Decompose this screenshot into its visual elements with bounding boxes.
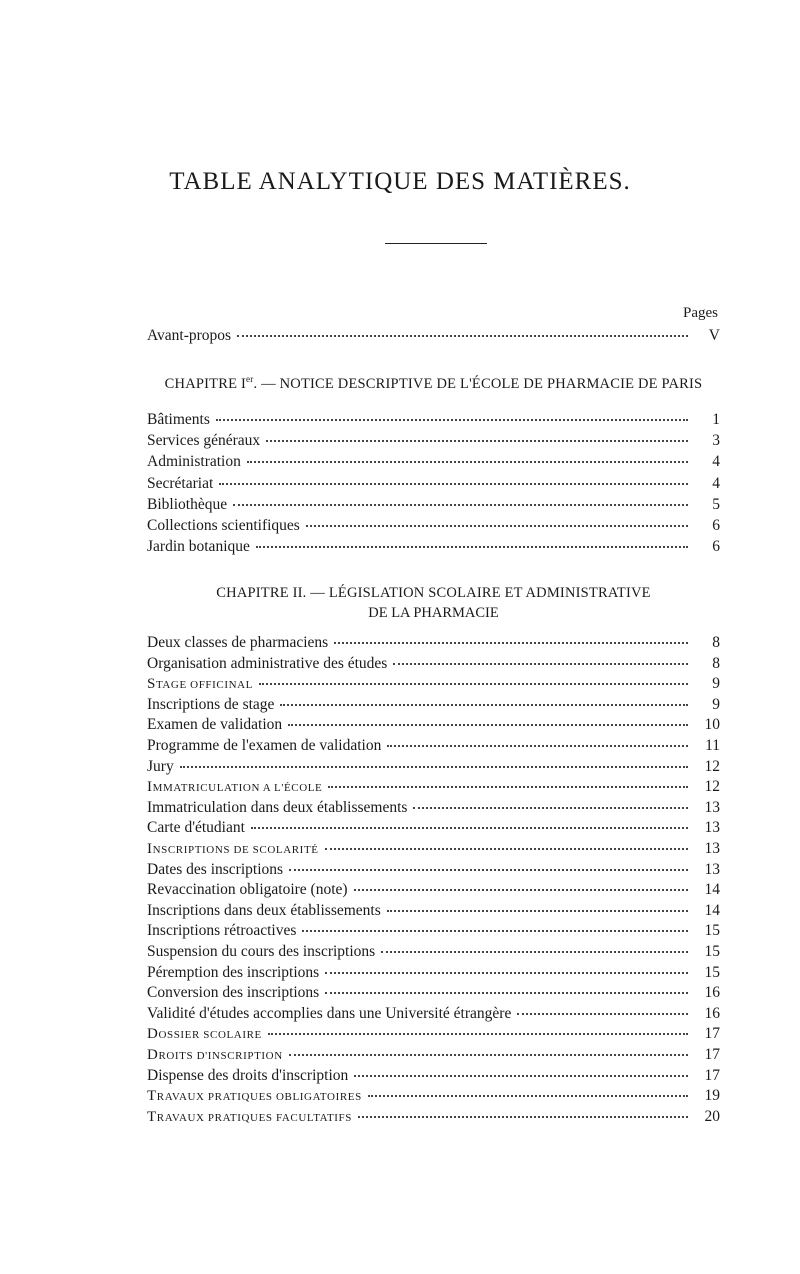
toc-entry-page: 10 [704,716,720,734]
leader-dots [259,683,688,685]
toc-entry-label: Jury [147,757,174,775]
toc-entry-label: TRAVAUX PRATIQUES OBLIGATOIRES [147,1088,362,1105]
toc-entry-page: 4 [712,453,720,471]
toc-entry-page: 8 [712,654,720,672]
leader-dots [247,461,688,463]
chapter-1-title: . — NOTICE DESCRIPTIVE DE L'ÉCOLE DE PHARMACIE DE PARIS [253,375,703,392]
toc-entry-page: 16 [704,984,720,1002]
leader-dots [306,525,688,527]
leader-dots [387,910,688,912]
toc-entry-page: 14 [704,881,720,899]
toc-entry-page: 17 [704,1025,720,1043]
toc-entry [147,1108,720,1129]
toc-entry [147,496,720,517]
toc-entry [147,655,720,676]
toc-entry-page: 6 [712,538,720,556]
toc-entry-label: Organisation administrative des études [147,654,388,672]
toc-entry [147,964,720,985]
toc-entry [147,675,720,696]
leader-dots [354,1075,688,1077]
toc-entry [147,1025,720,1046]
pages-column-label: Pages [683,305,718,321]
leader-dots [251,827,688,829]
toc-entry-label: INSCRIPTIONS DE SCOLARITÉ [147,841,319,857]
toc-entry [147,840,720,861]
toc-entry-label: IMMATRICULATION A L'ÉCOLE [147,779,323,796]
leader-dots [266,440,688,442]
toc-entry-label: Deux classes de pharmaciens [147,634,329,651]
toc-entry-label: Inscriptions dans deux établissements [147,901,381,919]
toc-entry [147,1067,720,1088]
toc-entry-label: Dates des inscriptions [147,860,284,878]
leader-dots [328,786,688,788]
toc-entry-page: 19 [704,1087,720,1105]
toc-entry-label: Administration [147,453,241,471]
toc-entry-label: Inscriptions de stage [147,695,275,713]
toc-entry-label: Services généraux [147,432,261,450]
leader-dots [288,724,688,726]
leader-dots [289,869,688,871]
toc-entry-page: 11 [705,737,720,754]
leader-dots [289,1054,688,1056]
leader-dots [325,972,688,974]
toc-entry-page: 9 [712,675,720,693]
leader-dots [280,704,688,706]
toc-entry-label: Revaccination obligatoire (note) [147,881,348,899]
toc-entry [147,943,720,964]
leader-dots [393,663,688,665]
toc-entry-label: DOSSIER SCOLAIRE [147,1026,262,1043]
page-title: TABLE ANALYTIQUE DES MATIÈRES. [169,168,631,195]
toc-entry-page: V [708,327,720,344]
leader-dots [325,992,688,994]
toc-entry-label: Collections scientifiques [147,517,300,534]
toc-entry-label: Bibliothèque [147,495,228,513]
toc-entry-label: TRAVAUX PRATIQUES FACULTATIFS [147,1108,352,1125]
chapter-2-heading-line1: CHAPITRE II. — LÉGISLATION SCOLAIRE ET ADMINISTRATIVE [216,585,651,601]
toc-entry-page: 13 [704,798,720,816]
toc-entry-label: Secrétariat [147,474,214,492]
toc-entry-label: Inscriptions rétroactives [147,922,297,940]
leader-dots [237,335,688,337]
toc-entry-label: Suspension du cours des inscriptions [147,943,376,960]
toc-entry [147,517,720,538]
leader-dots [180,766,688,768]
chapter-1-number: CHAPITRE I [164,375,247,392]
toc-entry [147,922,720,943]
toc-entry-page: 14 [704,901,720,919]
toc-entry [147,881,720,902]
toc-entry-page: 15 [704,922,720,940]
toc-entry-label: Carte d'étudiant [147,819,245,837]
leader-dots [381,951,688,953]
chapter-2-heading-line2: DE LA PHARMACIE [368,605,499,621]
toc-entry-page: 15 [704,963,720,981]
toc-entry-label: Programme de l'examen de validation [147,737,382,754]
leader-dots [413,807,688,809]
toc-entry [147,799,720,820]
toc-entry-page: 13 [704,860,720,878]
toc-entry-page: 6 [712,517,720,534]
leader-dots [358,1116,688,1118]
toc-entry-page: 13 [704,840,720,857]
leader-dots [256,546,688,548]
leader-dots [233,504,688,506]
toc-entry-page: 13 [704,819,720,837]
leader-dots [387,745,688,747]
toc-entry-page: 3 [712,432,720,450]
toc-entry [147,758,720,779]
toc-entry-label: Avant-propos [147,327,232,344]
toc-entry-label: DROITS D'INSCRIPTION [147,1047,283,1063]
toc-entry [147,475,720,496]
toc-entry [147,432,720,453]
toc-entry-page: 5 [712,495,720,513]
toc-entry-label: Validité d'études accomplies dans une Université étrangère [147,1004,512,1022]
toc-entry-page: 8 [712,634,720,651]
toc-entry [147,411,720,432]
toc-entry [147,819,720,840]
toc-entry-page: 1 [712,411,720,428]
leader-dots [354,889,688,891]
toc-entry-label: Immatriculation dans deux établissements [147,798,408,816]
title-rule [385,243,487,244]
toc-entry-label: Examen de validation [147,716,283,734]
toc-entry-label: Péremption des inscriptions [147,963,320,981]
chapter-1-superscript: er [246,374,254,384]
toc-entry [147,1046,720,1067]
toc-entry [147,538,720,559]
toc-entry [147,453,720,474]
leader-dots [325,848,688,850]
leader-dots [334,642,688,644]
toc-entry [147,737,720,758]
toc-entry [147,1087,720,1108]
leader-dots [368,1095,688,1097]
toc-entry-page: 12 [704,757,720,775]
toc-entry [147,716,720,737]
toc-entry-label: STAGE OFFICINAL [147,676,253,693]
leader-dots [268,1033,688,1035]
toc-entry-label: Conversion des inscriptions [147,984,320,1002]
toc-entry [147,778,720,799]
leader-dots [517,1013,688,1015]
leader-dots [216,419,688,421]
toc-entry-page: 20 [704,1107,720,1125]
toc-entry-page: 9 [712,695,720,713]
chapter-1-heading [147,374,720,393]
toc-entry [147,634,720,655]
leader-dots [302,930,688,932]
toc-entry-page: 16 [704,1004,720,1022]
toc-entry-page: 12 [704,778,720,796]
toc-entry-page: 4 [712,474,720,492]
toc-entry-page: 17 [704,1046,720,1063]
toc-entry-page: 15 [704,943,720,960]
toc-entry [147,696,720,717]
toc-entry [147,984,720,1005]
toc-entry [147,1005,720,1026]
toc-entry-label: Jardin botanique [147,538,250,556]
toc-entry-label: Dispense des droits d'inscription [147,1066,349,1084]
leader-dots [219,483,688,485]
toc-entry-label: Bâtiments [147,411,210,428]
toc-entry-page: 17 [704,1066,720,1084]
toc-entry [147,902,720,923]
toc-entry-preface [147,327,720,348]
toc-entry [147,861,720,882]
